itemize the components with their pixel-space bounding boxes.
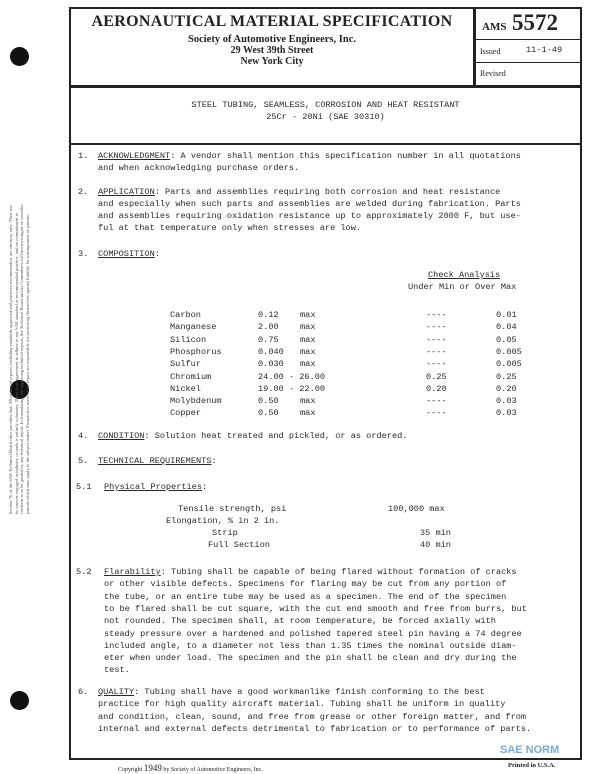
element-limit: max [300,408,316,419]
element-name: Molybdenum [170,396,222,407]
strip-label: Strip [212,528,238,538]
element-value: 0.50 [258,408,279,419]
section-5-2-line: included angle, to a diameter not less than 1.35 times the nominal outside diam- [104,640,517,651]
section-5-2-line [104,566,517,578]
section-2-text-c: and assemblies requiring oxidation resistance up to approximately 2000 F, but use- [98,211,521,221]
issued-cell [476,40,580,63]
ams-number-cell [476,9,580,40]
element-value: 0.50 [258,396,279,407]
section-1-line-1 [98,150,521,162]
section-5-1-title: Physical Properties [104,482,202,492]
element-value: 0.12 [258,310,279,320]
section-3-colon: : [154,249,160,259]
element-name: Silicon [170,334,207,345]
tensile-label: Tensile strength, psi [178,504,287,514]
element-value: 19.00 - 22.00 [258,383,326,394]
check-under-min: ---- [426,396,447,407]
check-over-max: 0.005 [496,359,522,370]
section-5-2-line: steady pressure over a hardened and polished tapered steel pin having a 74 degree [104,628,522,639]
element-limit: max [300,359,316,370]
section-5-2-line: to be flared shall be cut square, with the cut end smooth and free from burrs, but [104,603,527,614]
org-name: Society of Automotive Engineers, Inc. [188,34,356,45]
section-6-line [98,686,485,698]
element-name: Nickel [170,383,201,394]
section-3-title: COMPOSITION [98,249,155,259]
section-2-title: APPLICATION [98,187,155,197]
issued-date: 11-1-49 [526,45,563,55]
section-5-2-line: not rounded. The specimen shall, at room temperature, be forced axially with [104,616,496,627]
watermark-logo: SAE NORM [500,744,560,756]
org-city: New York City [240,56,304,67]
check-over-max: 0.05 [496,334,517,345]
section-5-2-title: Flarability [104,567,161,577]
element-limit: max [300,310,316,320]
check-over-max: 0.03 [496,396,517,407]
strip-value: 35 min [420,528,451,538]
ams-prefix: AMS [482,21,507,33]
section-6-text: : Tubing shall have a good workmanlike finish conforming to the best [134,687,485,697]
subject-line-2: 25Cr - 20Ni (SAE 30310) [266,112,385,123]
check-over-max: 0.20 [496,383,517,394]
section-2-line-1 [98,186,500,198]
body-frame [69,143,582,760]
check-analysis-header: Check Analysis [428,270,501,280]
section-5-heading [98,455,217,467]
check-under-min: ---- [426,310,447,320]
header-title-box [69,7,475,87]
under-over-header: Under Min or Over Max [408,282,517,292]
spec-title: AERONAUTICAL MATERIAL SPECIFICATION [91,13,453,30]
element-name: Chromium [170,371,212,382]
elongation-label: Elongation, % in 2 in. [166,516,280,526]
check-under-min: ---- [426,346,447,357]
section-5-2-number: 5.2 [76,567,92,577]
check-under-min: 0.20 [426,383,447,394]
ams-number: 5572 [512,10,558,35]
element-name: Carbon [170,310,201,320]
section-3-number: 3. [78,249,89,259]
copyright-year: 1949 [143,763,162,773]
full-section-value: 40 min [420,540,451,550]
check-over-max: 0.25 [496,371,517,382]
check-over-max: 0.03 [496,408,517,419]
section-4-number: 4. [78,431,89,441]
element-name: Copper [170,408,201,419]
check-over-max: 0.005 [496,346,522,357]
element-limit: max [300,322,316,333]
element-limit: max [300,334,316,345]
element-value: 2.00 [258,322,279,333]
copyright-label: Copyright [118,767,143,773]
org-street: 29 West 39th Street [230,45,314,56]
subject-box [69,86,582,145]
section-5-2-line: or other visible defects. Specimens for flaring may be cut from any portion of [104,579,507,590]
element-value: 24.00 - 26.00 [258,371,326,382]
section-6-line: and condition, clean, sound, and free from grease or other foreign matter, and from [98,711,527,722]
section-2-number: 2. [78,187,89,197]
check-under-min: ---- [426,408,447,419]
section-6-title: QUALITY [98,687,135,697]
binder-hole-top [10,47,29,66]
full-section-label: Full Section [208,540,270,550]
issued-label: Issued [480,47,501,56]
section-4-line [98,430,407,442]
printed-in: Printed in U.S.A. [508,762,556,769]
footer-copyright [118,763,263,773]
section-1-text-b: and when acknowledging purchase orders. [98,163,300,173]
element-value: 0.030 [258,359,284,370]
binder-hole-bottom [10,691,29,710]
check-under-min: 0.25 [426,371,447,382]
section-5-title: TECHNICAL REQUIREMENTS [98,456,212,466]
revised-label: Revised [480,69,506,78]
element-name: Manganese [170,322,217,333]
element-name: Phosphorus [170,346,222,357]
section-1-title: ACKNOWLEDGMENT [98,151,171,161]
section-5-number: 5. [78,456,89,466]
section-5-2-text: : Tubing shall be capable of being flared without formation of cracks [160,567,517,577]
section-5-2-line: the tube, or an entire tube may be used as a specimen. The end of the specimen [104,591,507,602]
element-limit: max [300,396,316,407]
check-over-max: 0.01 [496,310,517,320]
check-over-max: 0.04 [496,322,517,333]
section-2-text-d: ful at that temperature only when stresses are low. [98,223,362,233]
check-under-min: ---- [426,334,447,345]
section-1-text-a: : A vendor shall mention this specification number in all quotations [170,151,521,161]
section-5-2-line: test. [104,665,130,676]
element-name: Sulfur [170,359,201,370]
section-4-text: : Solution heat treated and pickled, or as ordered. [144,431,408,441]
subject-line-1: STEEL TUBING, SEAMLESS, CORROSION AND HEAT RESISTANT [191,100,460,110]
section-2-text-b: and especially when such parts and assemblies are welded during fabrication. Parts [98,199,521,209]
section-3-heading [98,248,160,260]
section-5-1-colon: : [202,482,208,492]
section-6-line: practice for high quality aircraft material. Tubing shall be uniform in quality [98,699,506,710]
section-1-number: 1. [78,151,89,161]
section-6-line: internal and external defects detrimental to fabrication or to performance of parts. [98,723,532,734]
check-under-min: ---- [426,359,447,370]
section-6-number: 6. [78,687,89,697]
ams-box [474,7,582,87]
section-5-1-heading [104,481,207,493]
section-4-title: CONDITION [98,431,145,441]
section-2-text-a: : Parts and assemblies requiring both corrosion and heat resistance [154,187,501,197]
element-value: 0.040 [258,346,284,357]
section-5-1-number: 5.1 [76,482,92,492]
element-value: 0.75 [258,334,279,345]
section-5-colon: : [211,456,217,466]
section-5-2-line: eter when under load. The specimen and the pin shall be clean and dry during the [104,653,517,664]
side-note: Section 7b of the SAE Technical Board rules provides that: All technical reports, including standards approved and practices recommended, are advisory only. Their use by anyone engaged in industry or trade is entirely voluntary. There is no agreement to adhere to any SAE standard or recommended practice, and no commitment to conform to or be guided by any technical report. In formulating and approving technical reports, the Technical Board and its Committees will not investigate or consider patents which may apply to the subject matter. Prospective users of the report are responsible for protecting themselves against liability for infringement of patents. [7,204,30,515]
copyright-by: by Society of Automotive Engineers, Inc. [163,767,263,773]
tensile-value: 100,000 max [388,504,445,514]
element-limit: max [300,346,316,357]
check-under-min: ---- [426,322,447,333]
